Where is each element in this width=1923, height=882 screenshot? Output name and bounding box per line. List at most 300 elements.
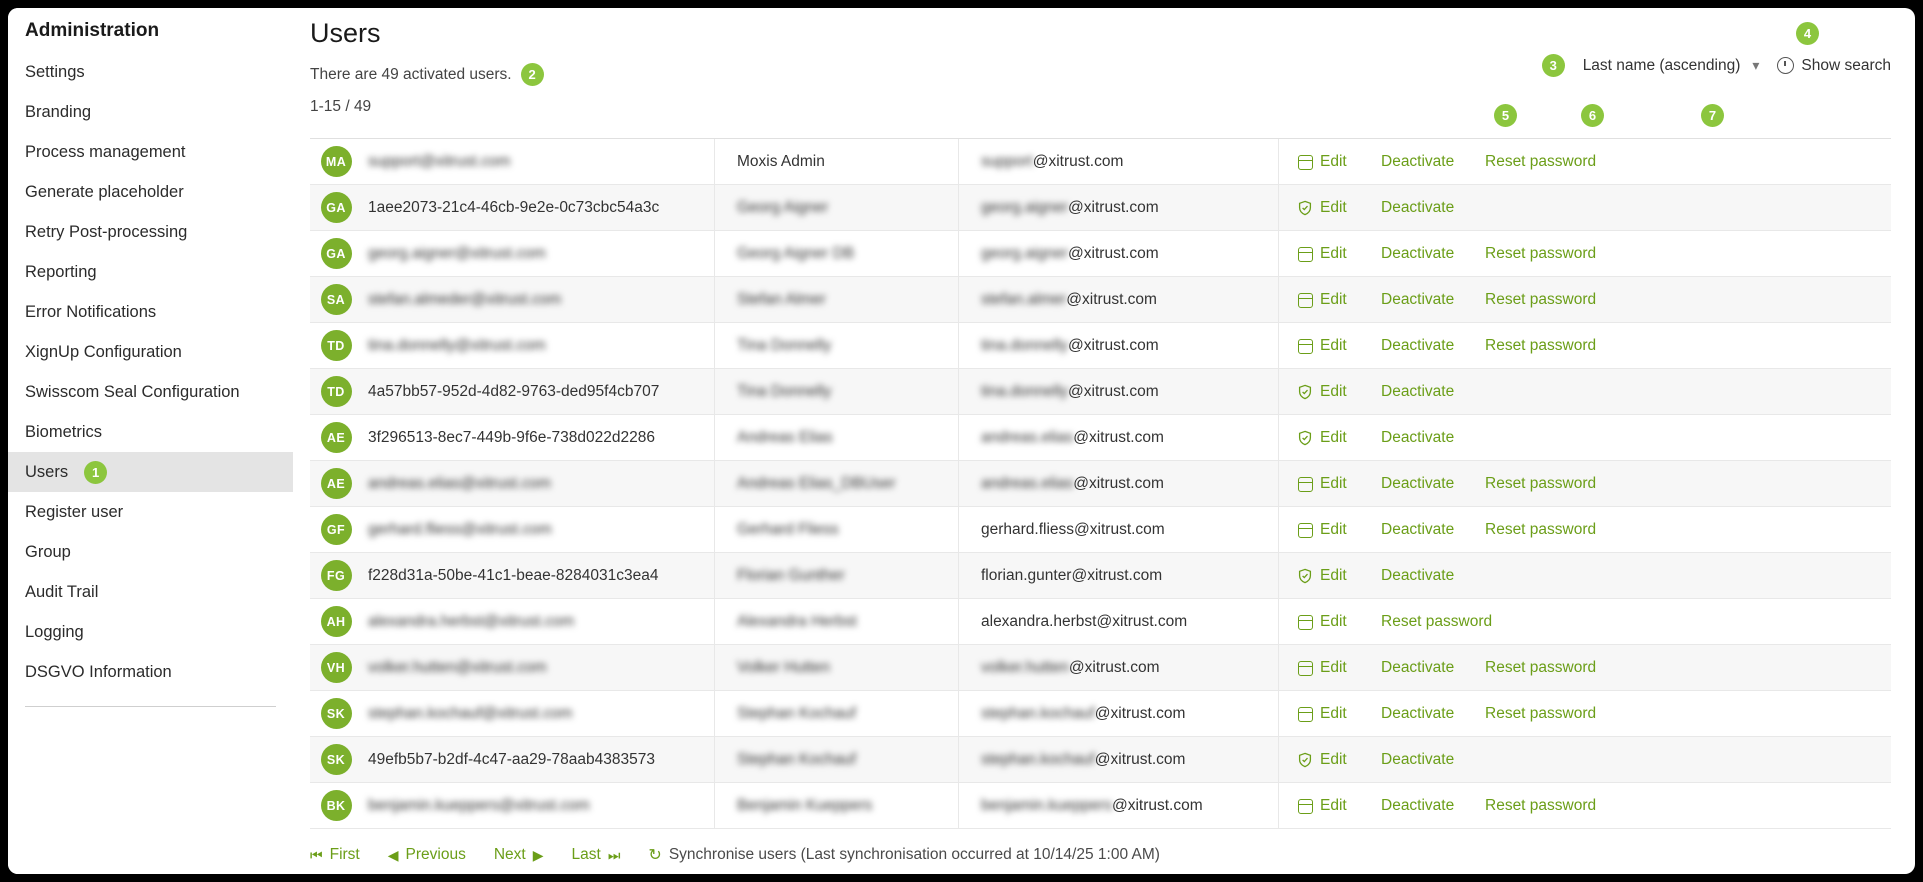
edit-label: Edit (1320, 152, 1347, 170)
edit-user-button[interactable] (1297, 291, 1381, 309)
edit-label: Edit (1320, 566, 1347, 584)
user-email-cell (958, 691, 1278, 736)
edit-label: Edit (1320, 428, 1347, 446)
deactivate-label: Deactivate (1381, 382, 1455, 400)
show-search-label: Show search (1801, 56, 1891, 74)
sidebar-item-error-notifications[interactable] (8, 292, 293, 332)
user-login-cell: stefan.almeder@xitrust.com (368, 290, 562, 308)
row-actions-cell (1278, 737, 1891, 782)
user-email-prefix: support (981, 152, 1033, 170)
reset-password-button[interactable] (1485, 521, 1596, 539)
shield-icon (1297, 430, 1313, 446)
sidebar-item-branding[interactable] (8, 92, 293, 132)
row-actions-cell (1278, 231, 1891, 276)
table-row (310, 461, 1891, 507)
deactivate-label: Deactivate (1381, 244, 1455, 262)
user-email-suffix: @xitrust.com (1094, 704, 1186, 722)
reset-password-label: Reset password (1485, 658, 1597, 676)
deactivate-label: Deactivate (1381, 520, 1455, 538)
user-name-text: Tina Donnelly (737, 336, 832, 354)
user-email-suffix: @xitrust.com (1068, 658, 1160, 676)
user-email-suffix: @xitrust.com (1068, 244, 1159, 262)
user-email-suffix: @xitrust.com (1032, 152, 1124, 170)
user-email-suffix: @xitrust.com (1111, 796, 1203, 814)
deactivate-label: Deactivate (1381, 474, 1455, 492)
user-email-cell (958, 461, 1278, 506)
row-actions-cell (1278, 139, 1891, 184)
clock-icon (1777, 57, 1794, 74)
user-email-cell (958, 783, 1278, 828)
user-email-prefix: benjamin.kueppers (981, 796, 1112, 814)
edit-label: Edit (1320, 520, 1347, 538)
edit-user-button[interactable] (1297, 383, 1381, 401)
reset-password-label: Reset password (1485, 796, 1597, 814)
deactivate-user-button[interactable] (1381, 797, 1485, 815)
row-actions-cell (1278, 461, 1891, 506)
page-title: Users (310, 18, 381, 48)
next-page-label: Next (493, 846, 526, 863)
deactivate-user-button[interactable] (1381, 521, 1485, 539)
deactivate-label: Deactivate (1381, 750, 1455, 768)
user-name-text: Stefan Almer (737, 290, 826, 308)
avatar: MA (321, 146, 352, 177)
sidebar-item-label: Reporting (25, 262, 97, 281)
table-row (310, 277, 1891, 323)
user-name-text: Georg Aigner DB (737, 244, 855, 262)
sync-icon: ↻ (648, 847, 662, 864)
edit-user-button[interactable] (1297, 337, 1381, 355)
user-login-cell: alexandra.herbst@xitrust.com (368, 612, 575, 630)
deactivate-label: Deactivate (1381, 290, 1455, 308)
user-name-text: Georg Aigner (737, 198, 829, 216)
deactivate-label: Deactivate (1381, 336, 1455, 354)
user-email-suffix: @xitrust.com (1073, 474, 1164, 492)
toolbar (1542, 26, 1891, 77)
user-email-prefix: andreas.elias (981, 474, 1074, 492)
user-email-prefix: stephan.kochauf (981, 750, 1095, 768)
reset-password-label: Reset password (1485, 290, 1597, 308)
user-email-cell (958, 645, 1278, 690)
user-name-cell (714, 691, 958, 736)
deactivate-user-button[interactable] (1381, 383, 1485, 401)
sidebar (8, 8, 293, 874)
first-page-label: First (329, 846, 360, 863)
column-step-badges (293, 104, 1915, 128)
user-name-text: Moxis Admin (737, 152, 825, 170)
deactivate-user-button[interactable] (1381, 659, 1485, 677)
user-name-text: Florian Gunther (737, 566, 845, 584)
deactivate-label: Deactivate (1381, 566, 1455, 584)
row-actions-cell (1278, 783, 1891, 828)
user-login-cell: 3f296513-8ec7-449b-9f6e-738d022d2286 (368, 428, 655, 446)
previous-page-icon: ◀ (387, 846, 399, 863)
deactivate-label: Deactivate (1381, 152, 1455, 170)
user-name-text: Alexandra Herbst (737, 612, 857, 630)
table-row (310, 553, 1891, 599)
edit-label: Edit (1320, 612, 1347, 630)
reset-password-label: Reset password (1485, 244, 1597, 262)
table-footer (310, 829, 1891, 874)
sidebar-item-settings[interactable] (8, 52, 293, 92)
deactivate-user-button[interactable] (1381, 567, 1485, 585)
user-login-cell: 1aee2073-21c4-46cb-9e2e-0c73cbc54a3c (368, 198, 660, 216)
edit-user-button[interactable] (1297, 245, 1381, 263)
sidebar-item-reporting[interactable] (8, 252, 293, 292)
user-email-cell (958, 415, 1278, 460)
edit-user-button[interactable] (1297, 153, 1381, 171)
edit-label: Edit (1320, 290, 1347, 308)
row-actions-cell (1278, 553, 1891, 598)
user-email-prefix: stefan.almer (981, 290, 1067, 308)
user-login-cell: tina.donnelly@xitrust.com (368, 336, 546, 354)
avatar-cell (310, 744, 362, 775)
sidebar-item-biometrics[interactable] (8, 412, 293, 452)
sidebar-item-label: Retry Post-processing (25, 222, 188, 241)
deactivate-user-button[interactable] (1381, 705, 1485, 723)
row-actions-cell (1278, 369, 1891, 414)
sidebar-item-label: Audit Trail (25, 582, 99, 601)
synchronise-users-button[interactable] (648, 845, 1160, 865)
next-page-button[interactable] (494, 846, 544, 864)
reset-password-button[interactable] (1485, 659, 1596, 677)
table-row (310, 691, 1891, 737)
user-email-suffix: @xitrust.com (1068, 336, 1159, 354)
database-icon (1297, 476, 1313, 492)
user-name-text: Andreas Elias (737, 428, 833, 446)
sidebar-item-audit-trail[interactable] (8, 572, 293, 612)
user-email-prefix: andreas.elias (981, 428, 1074, 446)
row-actions-cell (1278, 323, 1891, 368)
database-icon (1297, 292, 1313, 308)
user-email-prefix: stephan.kochauf (981, 704, 1095, 722)
deactivate-user-button[interactable] (1381, 199, 1485, 217)
user-email-suffix: @xitrust.com (1073, 428, 1164, 446)
user-email-prefix: tina.donnelly (981, 382, 1069, 400)
edit-user-button[interactable] (1297, 567, 1381, 585)
row-actions-cell (1278, 277, 1891, 322)
user-email-cell (958, 737, 1278, 782)
user-name-cell (714, 139, 958, 184)
avatar-cell (310, 330, 362, 361)
user-email-suffix: @xitrust.com (1068, 382, 1159, 400)
sidebar-item-label: DSGVO Information (25, 662, 172, 681)
sort-order-select[interactable] (1583, 57, 1760, 75)
reset-password-button[interactable] (1485, 705, 1596, 723)
edit-user-button[interactable] (1297, 613, 1381, 631)
reset-password-label: Reset password (1485, 520, 1597, 538)
user-name-text: Andreas Elias_DBUser (737, 474, 896, 492)
shield-icon (1297, 200, 1313, 216)
sidebar-item-swisscom-seal-configuration[interactable] (8, 372, 293, 412)
first-page-button[interactable] (310, 846, 360, 864)
sidebar-item-logging[interactable] (8, 612, 293, 652)
edit-user-button[interactable] (1297, 659, 1381, 677)
user-name-cell (714, 231, 958, 276)
avatar: GA (321, 192, 352, 223)
sidebar-item-dsgvo-information[interactable] (8, 652, 293, 692)
avatar-cell (310, 284, 362, 315)
edit-label: Edit (1320, 382, 1347, 400)
table-row (310, 599, 1891, 645)
row-actions-cell (1278, 599, 1891, 644)
sidebar-item-users[interactable] (8, 452, 293, 492)
reset-password-button[interactable] (1485, 475, 1596, 493)
user-email-prefix: alexandra.herbst (981, 612, 1097, 630)
user-email-prefix: volker.hutten (981, 658, 1069, 676)
user-email-suffix: @xitrust.com (1074, 520, 1165, 538)
deactivate-user-button[interactable] (1381, 337, 1485, 355)
avatar-cell (310, 376, 362, 407)
main-content (293, 8, 1915, 874)
reset-password-button[interactable] (1485, 153, 1596, 171)
row-actions-cell (1278, 415, 1891, 460)
row-actions-cell (1278, 691, 1891, 736)
edit-label: Edit (1320, 198, 1347, 216)
row-actions-cell (1278, 645, 1891, 690)
avatar: TD (321, 330, 352, 361)
user-name-text: Stephan Kochauf (737, 704, 856, 722)
user-email-prefix: gerhard.fliess (981, 520, 1075, 538)
table-row (310, 185, 1891, 231)
user-name-text: Gerhard Fliess (737, 520, 839, 538)
user-email-cell (958, 231, 1278, 276)
first-page-icon: ⏮ (310, 846, 323, 863)
user-name-cell (714, 323, 958, 368)
deactivate-label: Deactivate (1381, 704, 1455, 722)
avatar-cell (310, 560, 362, 591)
step-badge-7: 7 (1701, 104, 1724, 127)
sidebar-item-label: Logging (25, 622, 84, 641)
sidebar-item-label: Process management (25, 142, 186, 161)
avatar-cell (310, 606, 362, 637)
user-email-suffix: @xitrust.com (1068, 198, 1159, 216)
deactivate-label: Deactivate (1381, 796, 1455, 814)
user-login-cell: andreas.elias@xitrust.com (368, 474, 551, 492)
step-badge-2: 2 (521, 63, 544, 86)
edit-user-button[interactable] (1297, 475, 1381, 493)
user-name-text: Stephan Kochauf (737, 750, 856, 768)
user-email-suffix: @xitrust.com (1094, 750, 1186, 768)
reset-password-label: Reset password (1381, 612, 1493, 630)
edit-user-button[interactable] (1297, 797, 1381, 815)
table-row (310, 783, 1891, 829)
table-row (310, 369, 1891, 415)
sidebar-item-label: Error Notifications (25, 302, 157, 321)
edit-label: Edit (1320, 796, 1347, 814)
sidebar-item-retry-post-processing[interactable] (8, 212, 293, 252)
user-email-prefix: georg.aigner (981, 244, 1069, 262)
database-icon (1297, 798, 1313, 814)
step-badge-1: 1 (84, 461, 107, 484)
avatar-cell (310, 422, 362, 453)
database-icon (1297, 338, 1313, 354)
step-badge-3: 3 (1542, 54, 1565, 77)
user-email-cell (958, 185, 1278, 230)
user-login-cell: support@xitrust.com (368, 152, 511, 170)
deactivate-user-button[interactable] (1381, 475, 1485, 493)
user-login-cell: volker.hutten@xitrust.com (368, 658, 547, 676)
user-name-text: Volker Hutten (737, 658, 831, 676)
avatar: AE (321, 468, 352, 499)
edit-user-button[interactable] (1297, 521, 1381, 539)
reset-password-label: Reset password (1485, 704, 1597, 722)
avatar-cell (310, 698, 362, 729)
edit-user-button[interactable] (1297, 705, 1381, 723)
user-email-suffix: @xitrust.com (1066, 290, 1157, 308)
sidebar-item-label: Branding (25, 102, 92, 121)
user-email-cell (958, 277, 1278, 322)
reset-password-label: Reset password (1485, 336, 1597, 354)
user-login-cell: stephan.kochauf@xitrust.com (368, 704, 573, 722)
avatar-cell (310, 192, 362, 223)
edit-user-button[interactable] (1297, 751, 1381, 769)
edit-label: Edit (1320, 336, 1347, 354)
user-name-text: Tina Donnelly (737, 382, 832, 400)
previous-page-button[interactable] (388, 846, 466, 864)
sidebar-item-label: Users (25, 462, 69, 481)
step-badge-4: 4 (1796, 22, 1819, 45)
user-email-prefix: georg.aigner (981, 198, 1069, 216)
reset-password-button[interactable] (1485, 245, 1596, 263)
user-email-cell (958, 507, 1278, 552)
reset-password-button[interactable] (1381, 613, 1492, 631)
avatar-cell (310, 238, 362, 269)
avatar-cell (310, 514, 362, 545)
avatar: SA (321, 284, 352, 315)
sidebar-item-label: Register user (25, 502, 124, 521)
deactivate-user-button[interactable] (1381, 751, 1485, 769)
previous-page-label: Previous (405, 846, 466, 863)
deactivate-user-button[interactable] (1381, 429, 1485, 447)
database-icon (1297, 660, 1313, 676)
reset-password-button[interactable] (1485, 797, 1596, 815)
deactivate-label: Deactivate (1381, 658, 1455, 676)
table-row (310, 507, 1891, 553)
sidebar-item-label: Swisscom Seal Configuration (25, 382, 240, 401)
step-badge-6: 6 (1581, 104, 1604, 127)
database-icon (1297, 522, 1313, 538)
shield-icon (1297, 568, 1313, 584)
step-badge-5: 5 (1494, 104, 1517, 127)
user-login-cell: gerhard.fliess@xitrust.com (368, 520, 552, 538)
user-name-cell (714, 277, 958, 322)
user-name-cell (714, 415, 958, 460)
avatar: SK (321, 744, 352, 775)
user-email-suffix: @xitrust.com (1096, 612, 1188, 630)
user-login-cell: 4a57bb57-952d-4d82-9763-ded95f4cb707 (368, 382, 660, 400)
last-page-icon: ⏭ (607, 846, 621, 863)
row-actions-cell (1278, 185, 1891, 230)
reset-password-button[interactable] (1485, 291, 1596, 309)
reset-password-label: Reset password (1485, 152, 1597, 170)
user-email-cell (958, 553, 1278, 598)
database-icon (1297, 246, 1313, 262)
edit-user-button[interactable] (1297, 429, 1381, 447)
table-row (310, 415, 1891, 461)
sidebar-item-label: XignUp Configuration (25, 342, 182, 361)
sidebar-item-register-user[interactable] (8, 492, 293, 532)
table-row (310, 737, 1891, 783)
user-email-prefix: tina.donnelly (981, 336, 1069, 354)
sidebar-item-group[interactable] (8, 532, 293, 572)
edit-label: Edit (1320, 244, 1347, 262)
user-name-cell (714, 185, 958, 230)
database-icon (1297, 154, 1313, 170)
reset-password-button[interactable] (1485, 337, 1596, 355)
avatar: SK (321, 698, 352, 729)
table-row (310, 139, 1891, 185)
user-name-cell (714, 783, 958, 828)
user-email-cell (958, 139, 1278, 184)
deactivate-user-button[interactable] (1381, 153, 1485, 171)
pagination-range: 1-15 / 49 (310, 98, 372, 115)
deactivate-user-button[interactable] (1381, 291, 1485, 309)
sidebar-item-label: Group (25, 542, 71, 561)
user-name-cell (714, 553, 958, 598)
table-row (310, 645, 1891, 691)
users-table (310, 138, 1891, 829)
sort-order-value: Last name (ascending) (1582, 56, 1741, 74)
next-page-icon: ▶ (532, 846, 544, 863)
sidebar-item-generate-placeholder[interactable] (8, 172, 293, 212)
user-name-cell (714, 461, 958, 506)
avatar: BK (321, 790, 352, 821)
edit-label: Edit (1320, 704, 1347, 722)
shield-icon (1297, 752, 1313, 768)
sidebar-divider (25, 706, 276, 707)
edit-label: Edit (1320, 474, 1347, 492)
sidebar-item-label: Biometrics (25, 422, 103, 441)
database-icon (1297, 706, 1313, 722)
table-row (310, 231, 1891, 277)
reset-password-label: Reset password (1485, 474, 1597, 492)
avatar-cell (310, 146, 362, 177)
avatar: VH (321, 652, 352, 683)
sidebar-item-xignup-configuration[interactable] (8, 332, 293, 372)
activated-users-text: There are 49 activated users. (310, 65, 512, 83)
admin-users-page (8, 8, 1915, 874)
avatar-cell (310, 790, 362, 821)
avatar-cell (310, 652, 362, 683)
chevron-down-icon: ▾ (1752, 57, 1760, 73)
deactivate-user-button[interactable] (1381, 245, 1485, 263)
user-email-cell (958, 369, 1278, 414)
table-row (310, 323, 1891, 369)
show-search-button[interactable] (1777, 57, 1891, 75)
user-name-cell (714, 599, 958, 644)
user-name-cell (714, 645, 958, 690)
user-name-cell (714, 507, 958, 552)
user-login-cell: georg.aigner@xitrust.com (368, 244, 546, 262)
avatar-cell (310, 468, 362, 499)
user-name-cell (714, 737, 958, 782)
avatar: GA (321, 238, 352, 269)
sidebar-item-process-management[interactable] (8, 132, 293, 172)
user-login-cell: 49efb5b7-b2df-4c47-aa29-78aab4383573 (368, 750, 655, 768)
last-page-button[interactable] (572, 846, 621, 864)
edit-user-button[interactable] (1297, 199, 1381, 217)
user-login-cell: f228d31a-50be-41c1-beae-8284031c3ea4 (368, 566, 659, 584)
deactivate-label: Deactivate (1381, 198, 1455, 216)
edit-label: Edit (1320, 750, 1347, 768)
user-email-prefix: florian.gunter (981, 566, 1072, 584)
database-icon (1297, 614, 1313, 630)
sidebar-item-list (8, 52, 293, 692)
avatar: AH (321, 606, 352, 637)
shield-icon (1297, 384, 1313, 400)
sidebar-title: Administration (25, 20, 160, 41)
user-email-suffix: @xitrust.com (1071, 566, 1163, 584)
